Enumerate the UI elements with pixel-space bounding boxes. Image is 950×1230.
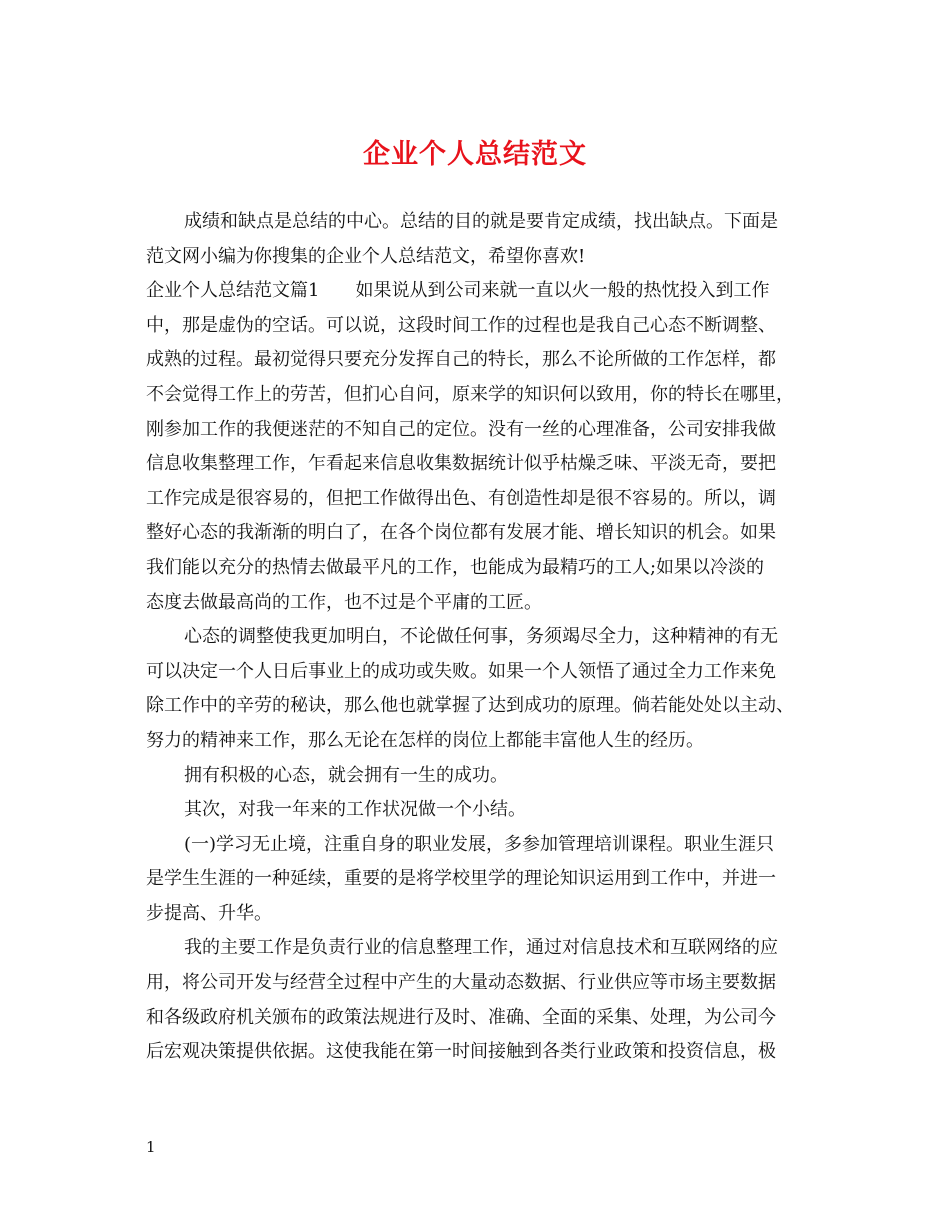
- text-line: (一)学习无止境，注重自身的职业发展，多参加管理培训课程。职业生涯只: [184, 833, 775, 855]
- text-line: 不会觉得工作上的劳苦，但扪心自问，原来学的知识何以致用，你的特长在哪里，: [146, 383, 794, 405]
- text-line: 信息收集整理工作，乍看起来信息收集数据统计似乎枯燥乏味、平淡无奇，要把: [146, 453, 776, 475]
- text-line: 是学生生涯的一种延续，重要的是将学校里学的理论知识运用到工作中，并进一: [146, 868, 776, 890]
- page-title: 企业个人总结范文: [363, 139, 587, 170]
- text-line: 可以决定一个人日后事业上的成功或失败。如果一个人领悟了通过全力工作来免: [146, 660, 776, 682]
- text-line: 除工作中的辛劳的秘诀，那么他也就掌握了达到成功的原理。倘若能处处以主动、: [146, 695, 794, 717]
- document-body: [146, 205, 816, 1070]
- text-line: 成熟的过程。最初觉得只要充分发挥自己的特长，那么不论所做的工作怎样，都: [146, 349, 776, 371]
- text-line: 中，那是虚伪的空话。可以说，这段时间工作的过程也是我自己心态不断调整、: [146, 314, 776, 336]
- text-line: 用，将公司开发与经营全过程中产生的大量动态数据、行业供应等市场主要数据: [146, 972, 776, 994]
- text-line: 我们能以充分的热情去做最平凡的工作，也能成为最精巧的工人;如果以冷淡的: [146, 556, 765, 578]
- text-line: 刚参加工作的我便迷茫的不知自己的定位。没有一丝的心理准备，公司安排我做: [146, 418, 776, 440]
- text-line: 拥有积极的心态，就会拥有一生的成功。: [184, 764, 508, 786]
- text-line: 范文网小编为你搜集的企业个人总结范文，希望你喜欢!: [146, 245, 586, 267]
- text-line: 我的主要工作是负责行业的信息整理工作，通过对信息技术和互联网络的应: [184, 937, 778, 959]
- text-line: 后宏观决策提供依据。这使我能在第一时间接触到各类行业政策和投资信息，极: [146, 1041, 776, 1063]
- text-line: 努力的精神来工作，那么无论在怎样的岗位上都能丰富他人生的经历。: [146, 729, 704, 751]
- text-line: 其次，对我一年来的工作状况做一个小结。: [184, 799, 526, 821]
- text-line: 心态的调整使我更加明白，不论做任何事，务须竭尽全力，这种精神的有无: [184, 626, 778, 648]
- text-line: 和各级政府机关颁布的政策法规进行及时、准确、全面的采集、处理，为公司今: [146, 1006, 776, 1028]
- text-line: 工作完成是很容易的，但把工作做得出色、有创造性却是很不容易的。所以，调: [146, 487, 776, 509]
- text-line: 整好心态的我渐渐的明白了，在各个岗位都有发展才能、增长知识的机会。如果: [146, 522, 776, 544]
- text-line: 企业个人总结范文篇1 如果说从到公司来就一直以火一般的热忱投入到工作: [146, 280, 770, 302]
- page-number: 1: [146, 1138, 156, 1156]
- text-line: 步提高、升华。: [146, 902, 272, 924]
- text-line: 成绩和缺点是总结的中心。总结的目的就是要肯定成绩，找出缺点。下面是: [184, 211, 778, 232]
- text-line: 态度去做最高尚的工作，也不过是个平庸的工匠。: [146, 591, 542, 613]
